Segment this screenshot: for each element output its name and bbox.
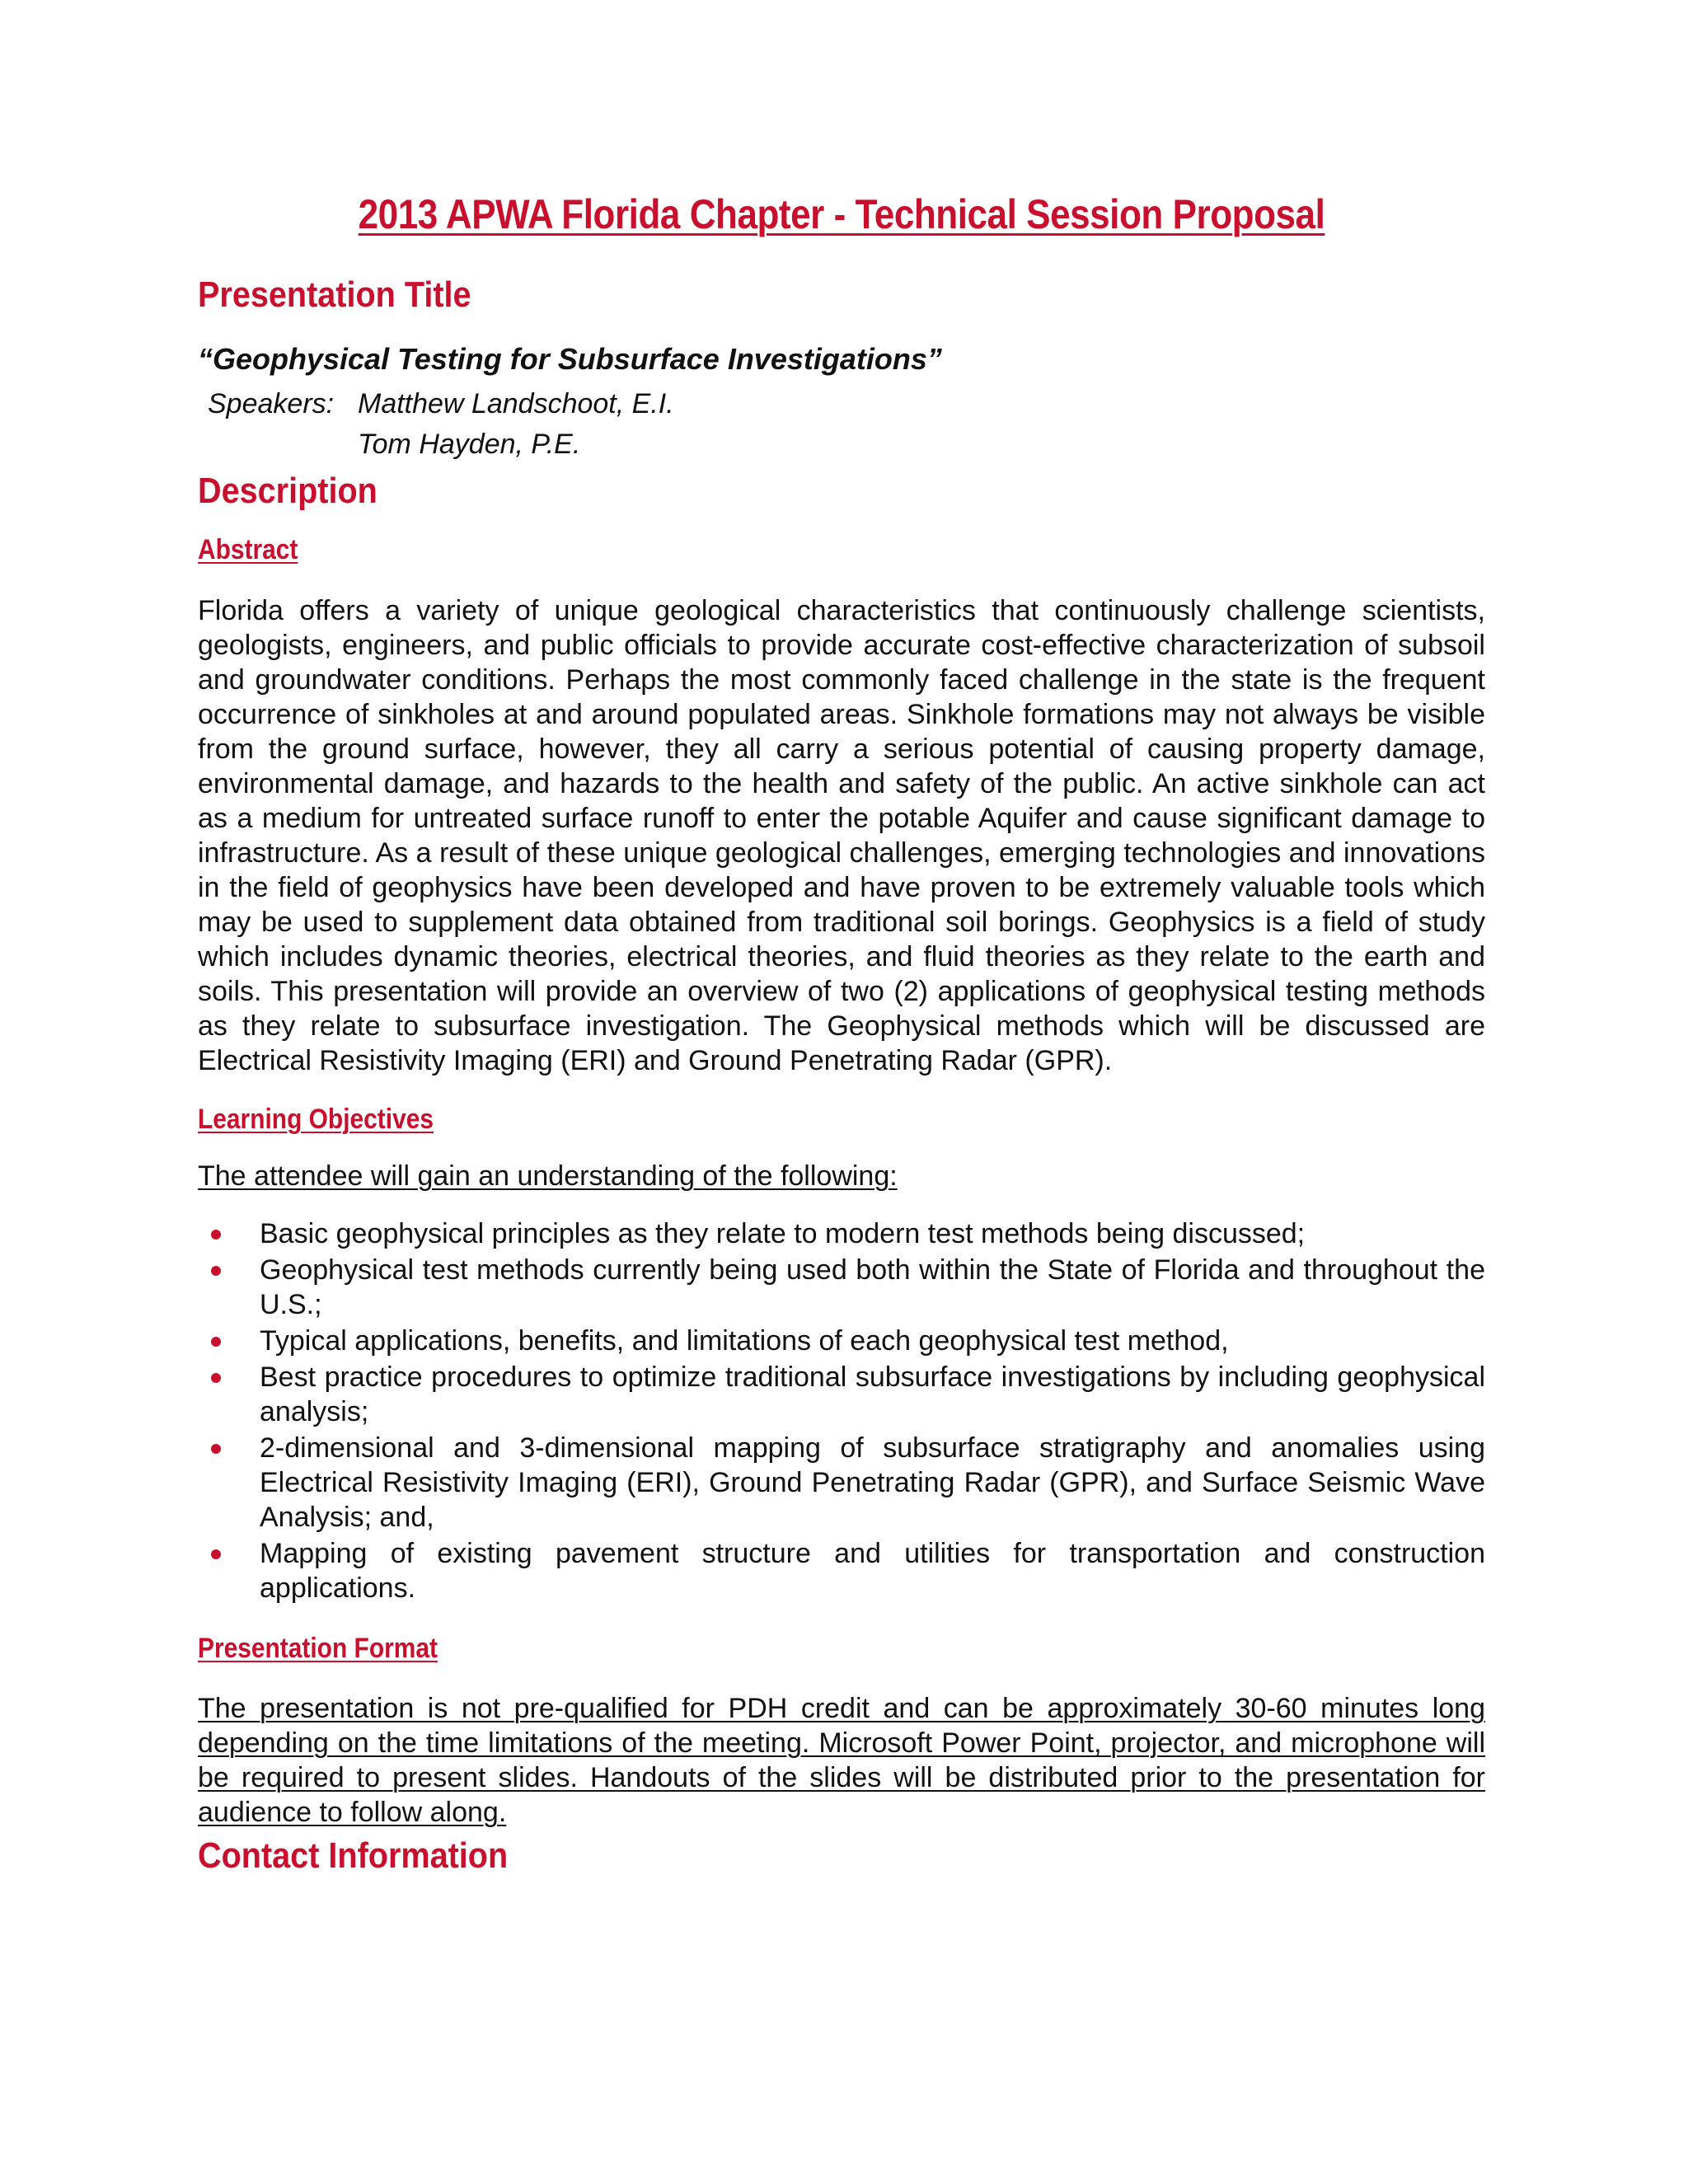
list-item [198, 1216, 1485, 1251]
bullet-icon [211, 1230, 221, 1240]
presentation-title-heading: Presentation Title [198, 274, 471, 315]
list-item [198, 1253, 1485, 1322]
list-item-text: Best practice procedures to optimize traditional subsurface investigations by including geophysical analysis; [260, 1361, 1485, 1427]
list-item-text: 2-dimensional and 3-dimensional mapping of subsurface stratigraphy and anomalies using Electrical Resistivity Imaging (ERI), Ground Penetrating Radar (GPR), and Surface Seismic Wave Analysis; and, [260, 1432, 1485, 1533]
bullet-icon [211, 1549, 221, 1559]
speaker-name: Tom Hayden, P.E. [358, 429, 581, 461]
presentation-title: “Geophysical Testing for Subsurface Investigations” [198, 342, 942, 376]
bullet-icon [211, 1337, 221, 1347]
bullet-icon [211, 1266, 221, 1276]
objectives-list [198, 1216, 1485, 1605]
abstract-text: Florida offers a variety of unique geological characteristics that continuously challenge scientists, geologists, engineers, and public officials to provide accurate cost-effective characterization of subsoil and groundwater conditions. Perhaps the most commonly faced challenge in the state is the frequent occurrence of sinkholes at and around populated areas. Sinkhole formations may not always be visible from the ground surface, however, they all carry a serious potential of causing property damage, environmental damage, and hazards to the health and safety of the public. An active sinkhole can act as a medium for untreated surface runoff to enter the potable Aquifer and cause significant damage to infrastructure. As a result of these unique geological challenges, emerging technologies and innovations in the field of geophysics have been developed and have proven to be extremely valuable tools which may be used to supplement data obtained from traditional soil borings. Geophysics is a field of study which includes dynamic theories, electrical theories, and fluid theories as they relate to the earth and soils. This presentation will provide an overview of two (2) applications of geophysical testing methods as they relate to subsurface investigation. The Geophysical methods which will be discussed are Electrical Resistivity Imaging (ERI) and Ground Penetrating Radar (GPR). [198, 594, 1485, 1076]
learning-objectives-heading: Learning Objectives [198, 1103, 434, 1135]
bullet-icon [211, 1444, 221, 1454]
speaker-name: Matthew Landschoot, E.I. [358, 387, 674, 419]
list-item [198, 1431, 1485, 1535]
list-item-text: Typical applications, benefits, and limitations of each geophysical test method, [260, 1324, 1229, 1357]
document-page [198, 190, 1485, 1878]
list-item [198, 1536, 1485, 1605]
speaker-row [208, 384, 1485, 424]
list-item [198, 1360, 1485, 1429]
list-item [198, 1324, 1485, 1358]
bullet-icon [211, 1373, 221, 1383]
presentation-format-text: The presentation is not pre-qualified for PDH credit and can be approximately 30-60 minutes long depending on the time limitations of the meeting. Microsoft Power Point, projector, and microphone will be required to present slides. Handouts of the slides will be distributed prior to the presentation for audience to follow along. [198, 1692, 1485, 1828]
presentation-format-heading: Presentation Format [198, 1632, 438, 1664]
speaker-row [208, 424, 1485, 465]
list-item-text: Geophysical test methods currently being used both within the State of Florida and throughout the U.S.; [260, 1254, 1485, 1320]
description-heading: Description [198, 471, 377, 512]
abstract-heading: Abstract [198, 534, 298, 566]
list-item-text: Basic geophysical principles as they relate to modern test methods being discussed; [260, 1217, 1306, 1249]
speakers-block [208, 384, 1485, 466]
list-item-text: Mapping of existing pavement structure and utilities for transportation and construction applications. [260, 1537, 1485, 1604]
objectives-intro: The attendee will gain an understanding of the following: [198, 1160, 898, 1192]
speakers-label: Speakers: [208, 387, 335, 419]
speakers-label-spacer [208, 424, 358, 465]
contact-information-heading: Contact Information [198, 1835, 509, 1876]
document-title: 2013 APWA Florida Chapter - Technical Session Proposal [358, 191, 1325, 237]
